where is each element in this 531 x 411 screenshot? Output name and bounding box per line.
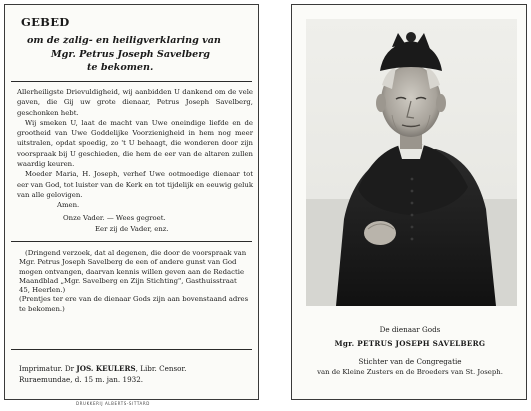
intro-line-1: om de zalig- en heiligverklaring van xyxy=(27,35,221,46)
pictures-paragraph: (Prentjes ter ere van de dienaar Gods zijn aan bovenstaand adres te bekomen.) xyxy=(19,295,249,313)
prayer-paragraph-2: Wij smeken U, laat de macht van Uwe oneindige liefde en de grootheid van Uwe Goddelijke Voorzienigheid in hem nog meer uitstralen, opdat spoedig, zo 't U behaagt, die wonderen door zijn voorspraak bij U geschieden, die hem de eer van de altaren zullen waardig keuren. xyxy=(17,118,253,169)
portrait-photo xyxy=(306,19,517,306)
portrait-card xyxy=(291,4,527,400)
prayer-title: GEBED xyxy=(21,15,70,29)
divider-top xyxy=(11,81,252,82)
request-note xyxy=(19,249,249,314)
line-ave: Onze Vader. — Wees gegroet. xyxy=(63,214,166,222)
divider-middle xyxy=(11,241,252,242)
printer-mark: DRUKKERIJ ALBERTS-SITTARD xyxy=(76,401,150,406)
imprimatur-place: Ruraemundae, d. 15 m. jan. 1932. xyxy=(19,375,144,384)
divider-bottom xyxy=(11,349,252,350)
imprimatur-suffix: , Libr. Censor. xyxy=(135,364,187,373)
caption-name: Mgr. PETRUS JOSEPH SAVELBERG xyxy=(334,339,486,348)
amen: Amen. xyxy=(57,201,80,209)
intro-line-3: te bekomen. xyxy=(87,62,154,73)
caption-congregation: van de Kleine Zusters en de Broeders van St. Joseph. xyxy=(317,368,503,376)
request-paragraph: (Dringend verzoek, dat al degenen, die door de voorspraak van Mgr. Petrus Joseph Savelberg de een of andere gunst van God mogen ontvangen, daarvan kennis willen geven aan de Redactie Maandblad „Mgr. Savelberg en Zijn Stichting", Gasthuisstraat 45, Heerlen.) xyxy=(19,249,247,295)
caption-servant: De dienaar Gods xyxy=(379,325,441,334)
line-glory: Eer zij de Vader, enz. xyxy=(95,225,169,233)
caption-founder: Stichter van de Congregatie xyxy=(358,357,462,366)
prayer-paragraph-3: Moeder Maria, H. Joseph, verhef Uwe ootmoedige dienaar tot eer van God, tot luister van de Kerk en tot tijdelijk en eeuwig geluk van alle gelovigen. xyxy=(17,170,253,199)
imprimatur-name: JOS. KEULERS xyxy=(76,364,136,373)
imprimatur-prefix: Imprimatur. Dr xyxy=(19,364,75,373)
prayer-card xyxy=(4,4,259,400)
prayer-text xyxy=(17,87,253,200)
imprimatur xyxy=(19,363,186,385)
prayer-paragraph-1: Allerheiligste Drievuldigheid, wij aanbidden U dankend om de vele gaven, die Gij uw grote dienaar, Petrus Joseph Savelberg, geschonken hebt. xyxy=(17,88,253,117)
intro-line-2: Mgr. Petrus Joseph Savelberg xyxy=(51,49,210,60)
portrait-illustration xyxy=(306,19,517,306)
